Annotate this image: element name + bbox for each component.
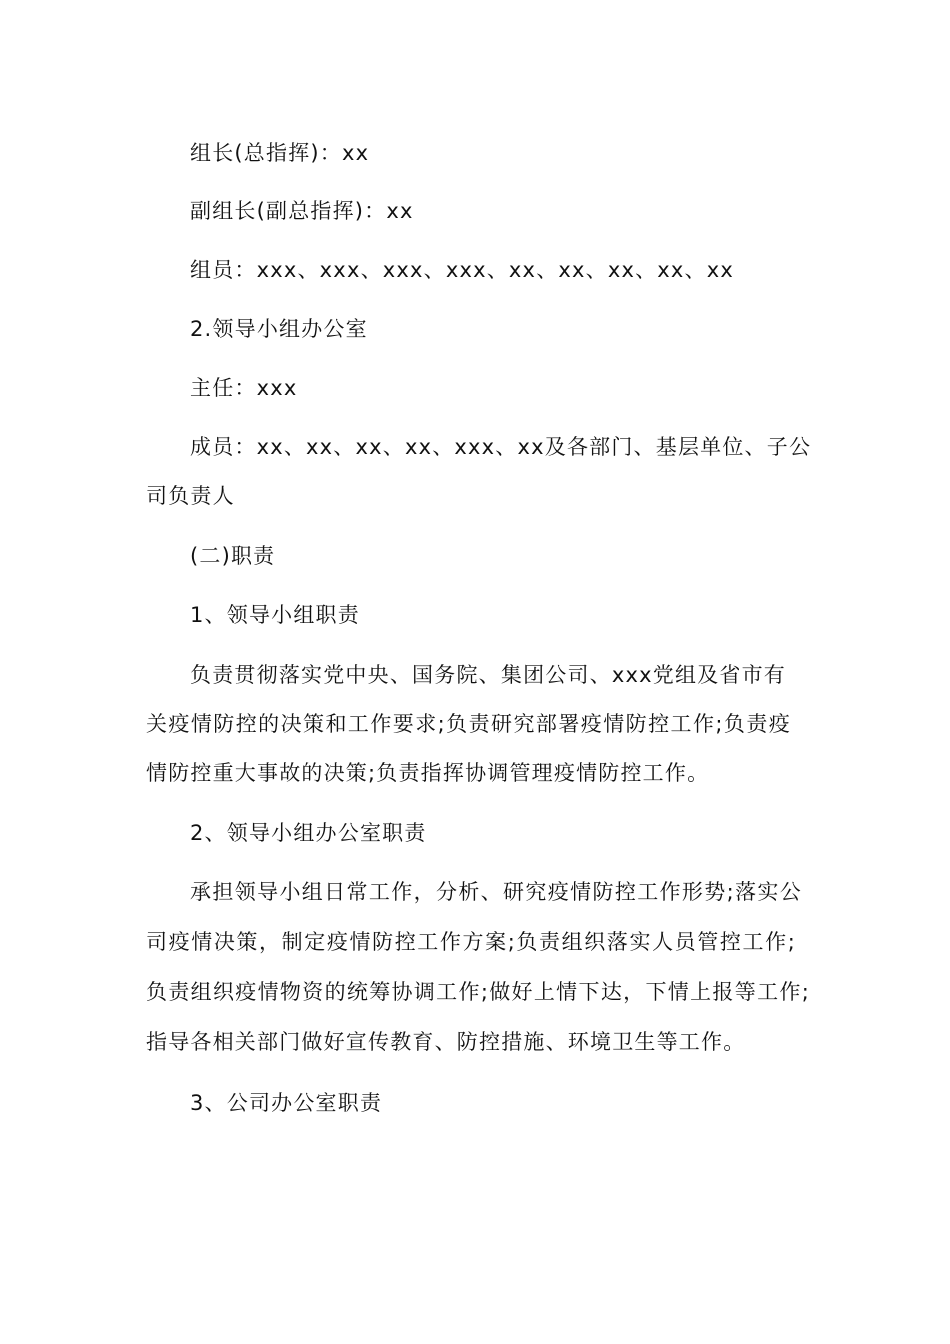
duties-heading: (二)职责 [190, 544, 276, 568]
group-duties-heading: 1、领导小组职责 [190, 603, 360, 627]
office-members-line-2: 司负责人 [146, 484, 235, 508]
office-duties-line-2: 司疫情决策，制定疫情防控工作方案;负责组织落实人员管控工作; [146, 930, 796, 954]
director-line: 主任：xxx [190, 376, 298, 400]
group-duties-line-1: 负责贯彻落实党中央、国务院、集团公司、xxx党组及省市有 [190, 663, 786, 687]
company-office-heading: 3、公司办公室职责 [190, 1091, 383, 1115]
group-duties-line-2: 关疫情防控的决策和工作要求;负责研究部署疫情防控工作;负责疫 [146, 712, 791, 736]
office-members-line-1: 成员：xx、xx、xx、xx、xxx、xx及各部门、基层单位、子公 [190, 435, 812, 459]
members-line: 组员：xxx、xxx、xxx、xxx、xx、xx、xx、xx、xx [190, 258, 735, 282]
office-duties-heading: 2、领导小组办公室职责 [190, 821, 427, 845]
deputy-leader-line: 副组长(副总指挥)：xx [190, 199, 414, 223]
leader-line: 组长(总指挥)：xx [190, 141, 370, 165]
office-heading: 2.领导小组办公室 [190, 317, 368, 341]
office-duties-line-4: 指导各相关部门做好宣传教育、防控措施、环境卫生等工作。 [146, 1030, 746, 1054]
office-duties-line-3: 负责组织疫情物资的统筹协调工作;做好上情下达，下情上报等工作; [146, 980, 810, 1004]
group-duties-line-3: 情防控重大事故的决策;负责指挥协调管理疫情防控工作。 [146, 761, 710, 785]
office-duties-line-1: 承担领导小组日常工作，分析、研究疫情防控工作形势;落实公 [190, 880, 802, 904]
